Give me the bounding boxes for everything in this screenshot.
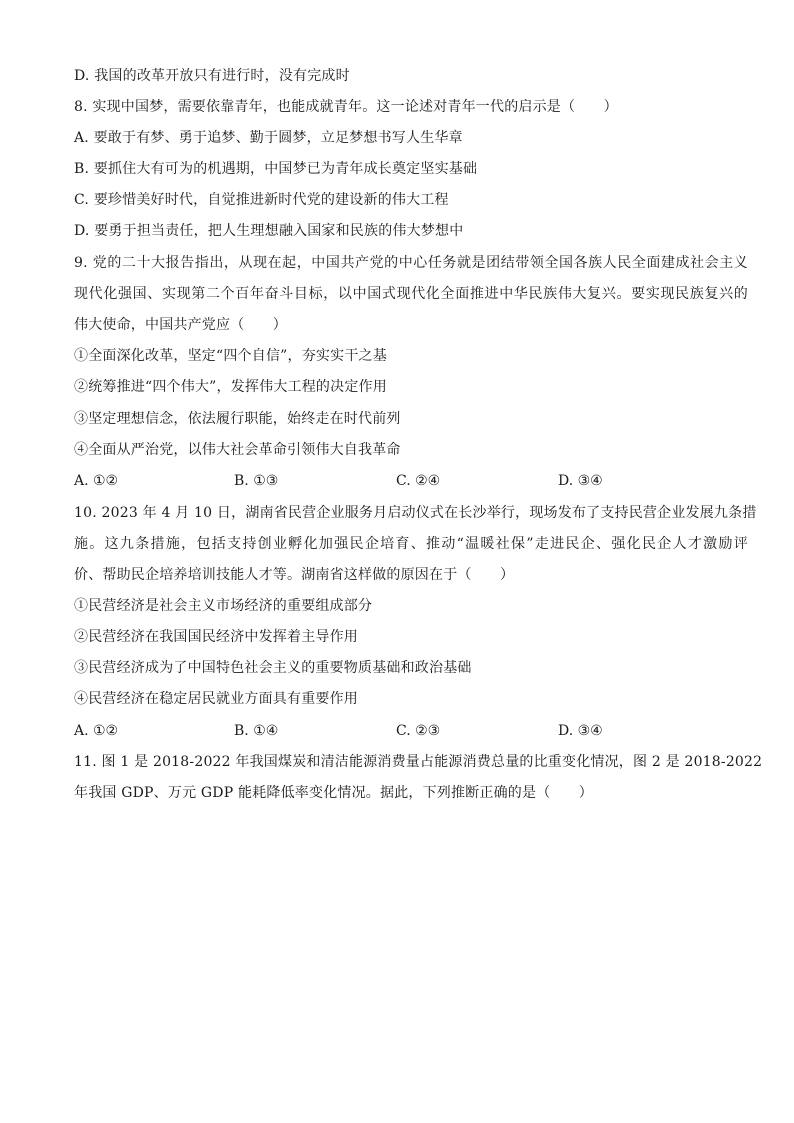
q10-option-a: A. ①② (74, 723, 119, 739)
q11-stem-line-1: 11. 图 1 是 2018-2022 年我国煤炭和清洁能源消费量占能源消费总量的比重变化情况，图 2 是 2018-2022 (74, 754, 763, 770)
q10-options (74, 721, 714, 741)
q9-option-c: C. ②④ (396, 473, 441, 489)
q9-stem-line-3: 伟大使命，中国共产党应（ ） (74, 317, 287, 333)
q9-statement-3: ③坚定理想信念，依法履行职能，始终走在时代前列 (74, 411, 401, 427)
q9-stem-line-1: 9. 党的二十大报告指出，从现在起，中国共产党的中心任务就是团结带领全国各族人民全面建成社会主义 (74, 255, 748, 271)
q10-stem-line-1: 10. 2023 年 4 月 10 日，湖南省民营企业服务月启动仪式在长沙举行，现场发布了支持民营企业发展九条措 (74, 505, 757, 521)
q9-option-a: A. ①② (74, 473, 119, 489)
q8-option-b: B. 要抓住大有可为的机遇期，中国梦已为青年成长奠定坚实基础 (74, 161, 478, 177)
q9-option-b: B. ①③ (234, 473, 279, 489)
q11-stem-line-2: 年我国 GDP、万元 GDP 能耗降低率变化情况。据此，下列推断正确的是（ ） (74, 785, 594, 801)
q10-statement-3: ③民营经济成为了中国特色社会主义的重要物质基础和政治基础 (74, 660, 472, 676)
q10-stem-line-2: 施。这九条措施，包括支持创业孵化加强民企培育、推动“温暖社保”走进民企、强化民企人才激励评 (74, 536, 748, 552)
q9-statement-1: ①全面深化改革，坚定“四个自信”，夯实实干之基 (74, 348, 387, 364)
q10-option-c: C. ②③ (396, 723, 441, 739)
q10-statement-4: ④民营经济在稳定居民就业方面具有重要作用 (74, 691, 358, 707)
q10-option-d: D. ③④ (558, 723, 603, 739)
q9-statement-4: ④全面从严治党，以伟大社会革命引领伟大自我革命 (74, 442, 401, 458)
q10-option-b: B. ①④ (234, 723, 279, 739)
q8-option-a: A. 要敢于有梦、勇于追梦、勤于圆梦，立足梦想书写人生华章 (74, 130, 463, 146)
q9-options (74, 471, 714, 491)
q10-stem-line-3: 价、帮助民企培养培训技能人才等。湖南省这样做的原因在于（ ） (74, 567, 515, 583)
q9-option-d: D. ③④ (558, 473, 603, 489)
q9-statement-2: ②统筹推进“四个伟大”，发挥伟大工程的决定作用 (74, 379, 387, 395)
q8-option-c: C. 要珍惜美好时代，自觉推进新时代党的建设新的伟大工程 (74, 192, 449, 208)
q8-stem: 8. 实现中国梦，需要依靠青年，也能成就青年。这一论述对青年一代的启示是（ ） (74, 99, 618, 115)
q9-stem-line-2: 现代化强国、实现第二个百年奋斗目标，以中国式现代化全面推进中华民族伟大复兴。要实现民族复兴的 (74, 286, 748, 302)
q10-statement-2: ②民营经济在我国国民经济中发挥着主导作用 (74, 629, 358, 645)
q8-option-d: D. 要勇于担当责任，把人生理想融入国家和民族的伟大梦想中 (74, 223, 464, 239)
q10-statement-1: ①民营经济是社会主义市场经济的重要组成部分 (74, 598, 373, 614)
q7-option-d: D. 我国的改革开放只有进行时，没有完成时 (74, 68, 350, 84)
